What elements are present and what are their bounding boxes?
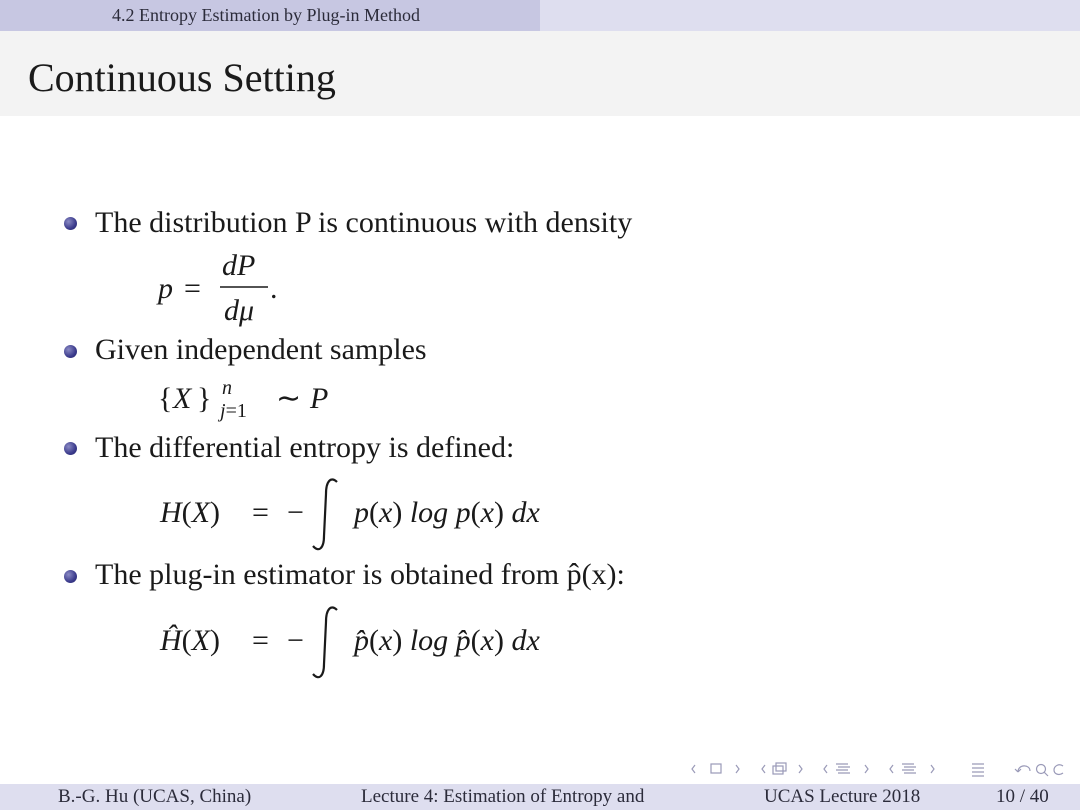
svg-text:}: } — [197, 382, 212, 415]
bullet-marker-2 — [64, 345, 77, 358]
nav-section-icon[interactable] — [824, 764, 868, 773]
svg-text:p(x) log p(x) dx: p(x) log p(x) dx — [354, 496, 540, 529]
svg-text:=: = — [184, 272, 201, 305]
equation-plugin-estimator — [140, 600, 600, 680]
bullet-1-text: The distribution P is continuous with density — [95, 206, 633, 239]
bullet-3-text: The differential entropy is defined: — [95, 431, 515, 464]
svg-text:.: . — [270, 272, 278, 305]
svg-text:=: = — [252, 496, 269, 529]
svg-text:n: n — [222, 377, 232, 399]
svg-text:−: − — [287, 496, 304, 529]
bullet-marker-1 — [64, 217, 77, 230]
bullet-2-text: Given independent samples — [95, 333, 427, 366]
footer-lecture-title[interactable]: Lecture 4: Estimation of Entropy and — [361, 786, 645, 807]
svg-text:{: { — [158, 382, 173, 415]
equation-differential-entropy — [140, 472, 600, 552]
svg-text:dμ: dμ — [224, 294, 255, 327]
nav-search-icon[interactable] — [1037, 765, 1064, 777]
navigation-symbols — [685, 758, 1080, 780]
footer-venue: UCAS Lecture 2018 — [764, 786, 921, 807]
svg-text:=: = — [252, 624, 269, 657]
section-navigation-label[interactable]: 4.2 Entropy Estimation by Plug-in Method — [0, 0, 540, 31]
svg-text:−: − — [287, 624, 304, 657]
svg-text:∼: ∼ — [276, 382, 302, 415]
footer-author[interactable]: B.-G. Hu (UCAS, China) — [58, 786, 252, 807]
footer-bar — [0, 784, 1080, 810]
nav-slide-icon[interactable] — [890, 764, 934, 773]
bullet-4-text: The plug-in estimator is obtained from p̂(x): — [95, 558, 625, 591]
svg-text:j=1: j=1 — [220, 400, 247, 422]
nav-subsection-icon[interactable] — [762, 763, 802, 774]
svg-text:dP: dP — [222, 249, 256, 282]
bullet-marker-4 — [64, 570, 77, 583]
equation-samples — [140, 370, 380, 430]
svg-text:P: P — [310, 382, 329, 415]
footer-page-number: 10 / 40 — [996, 786, 1049, 807]
nav-align-icon[interactable] — [972, 764, 984, 776]
svg-text:H(X): H(X) — [160, 496, 220, 529]
nav-undo-icon[interactable] — [1015, 766, 1030, 772]
svg-text:p̂(x) log p̂(x) dx: p̂(x) log p̂(x) dx — [354, 624, 540, 657]
frame-title: Continuous Setting — [28, 55, 336, 100]
svg-text:p: p — [158, 272, 173, 305]
equation-density — [140, 250, 340, 330]
bullet-marker-3 — [64, 442, 77, 455]
nav-frame-icon[interactable] — [692, 764, 739, 773]
svg-text:Ĥ(X): Ĥ(X) — [160, 624, 220, 657]
svg-text:X: X — [173, 382, 192, 415]
